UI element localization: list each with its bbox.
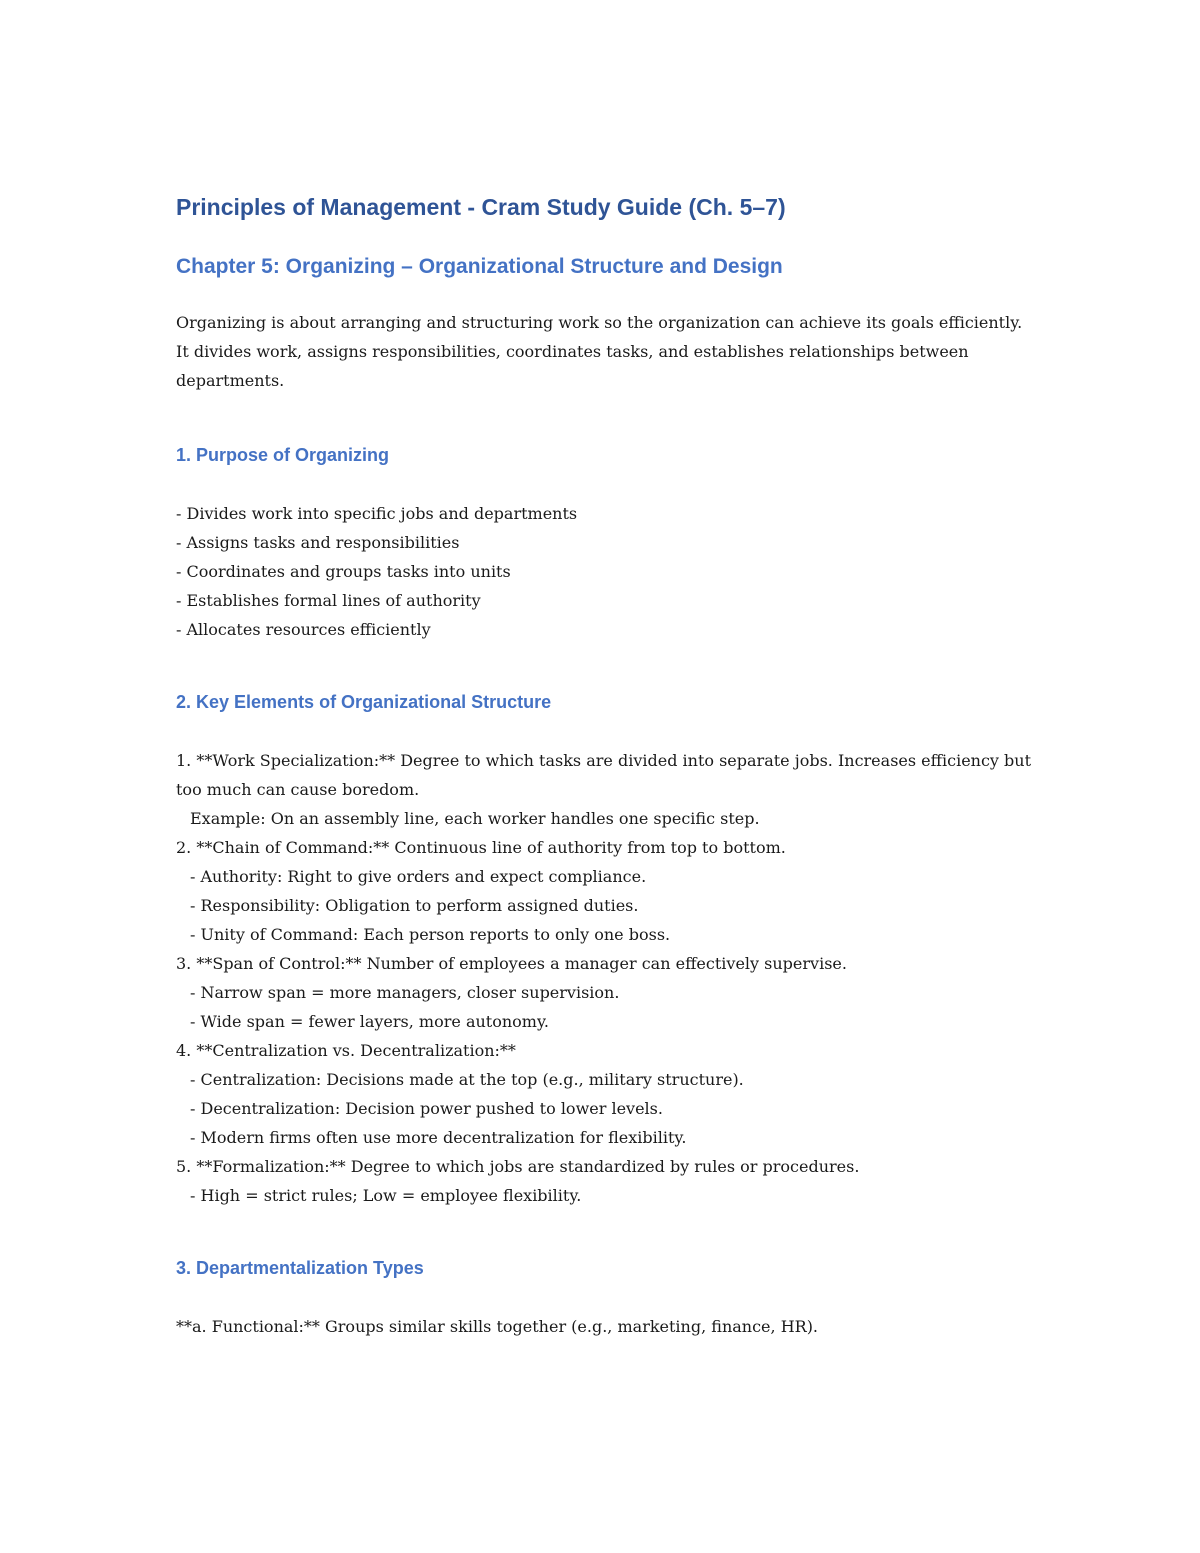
list-item: - Responsibility: Obligation to perform assigned duties.: [190, 896, 639, 915]
list-item: - Allocates resources efficiently: [176, 620, 431, 639]
section-purpose: [176, 441, 1036, 644]
list-item: 5. **Formalization:** Degree to which jobs are standardized by rules or procedures.: [176, 1157, 860, 1176]
list-item: - Coordinates and groups tasks into units: [176, 562, 511, 581]
document-content: [176, 190, 1036, 1385]
section-key-elements: [176, 688, 1036, 1210]
list-item: 2. **Chain of Command:** Continuous line of authority from top to bottom.: [176, 838, 786, 857]
list-item: - Modern firms often use more decentralization for flexibility.: [190, 1128, 687, 1147]
list-item: **a. Functional:** Groups similar skills together (e.g., marketing, finance, HR).: [176, 1317, 819, 1336]
list-item: - Narrow span = more managers, closer supervision.: [190, 983, 620, 1002]
intro-paragraph: [176, 308, 1036, 395]
section-departmentalization: [176, 1254, 1036, 1341]
intro-line: It divides work, assigns responsibilities, coordinates tasks, and establishes relationships between departments.: [176, 342, 969, 390]
chapter-heading: Chapter 5: Organizing – Organizational Structure and Design: [176, 255, 783, 278]
list-item: - Centralization: Decisions made at the top (e.g., military structure).: [190, 1070, 744, 1089]
list-item: - Authority: Right to give orders and expect compliance.: [190, 867, 647, 886]
list-item: - Wide span = fewer layers, more autonomy.: [190, 1012, 549, 1031]
list-item: - Decentralization: Decision power pushed to lower levels.: [190, 1099, 663, 1118]
list-item: - Assigns tasks and responsibilities: [176, 533, 460, 552]
list-item: Example: On an assembly line, each worker handles one specific step.: [190, 809, 760, 828]
section-heading: 2. Key Elements of Organizational Structure: [176, 692, 552, 712]
list-item: 1. **Work Specialization:** Degree to which tasks are divided into separate jobs. Increases efficiency but too much can cause boredom.: [176, 751, 1032, 799]
document-title: Principles of Management - Cram Study Guide (Ch. 5–7): [176, 194, 786, 220]
section-heading: 3. Departmentalization Types: [176, 1258, 424, 1278]
list-item: 4. **Centralization vs. Decentralization:**: [176, 1041, 516, 1060]
list-item: - Establishes formal lines of authority: [176, 591, 481, 610]
list-item: - Unity of Command: Each person reports to only one boss.: [190, 925, 671, 944]
list-item: - Divides work into specific jobs and departments: [176, 504, 578, 523]
list-item: - High = strict rules; Low = employee flexibility.: [190, 1186, 582, 1205]
list-item: 3. **Span of Control:** Number of employees a manager can effectively supervise.: [176, 954, 847, 973]
intro-line: Organizing is about arranging and structuring work so the organization can achieve its goals efficiently.: [176, 313, 1023, 332]
section-heading: 1. Purpose of Organizing: [176, 445, 390, 465]
